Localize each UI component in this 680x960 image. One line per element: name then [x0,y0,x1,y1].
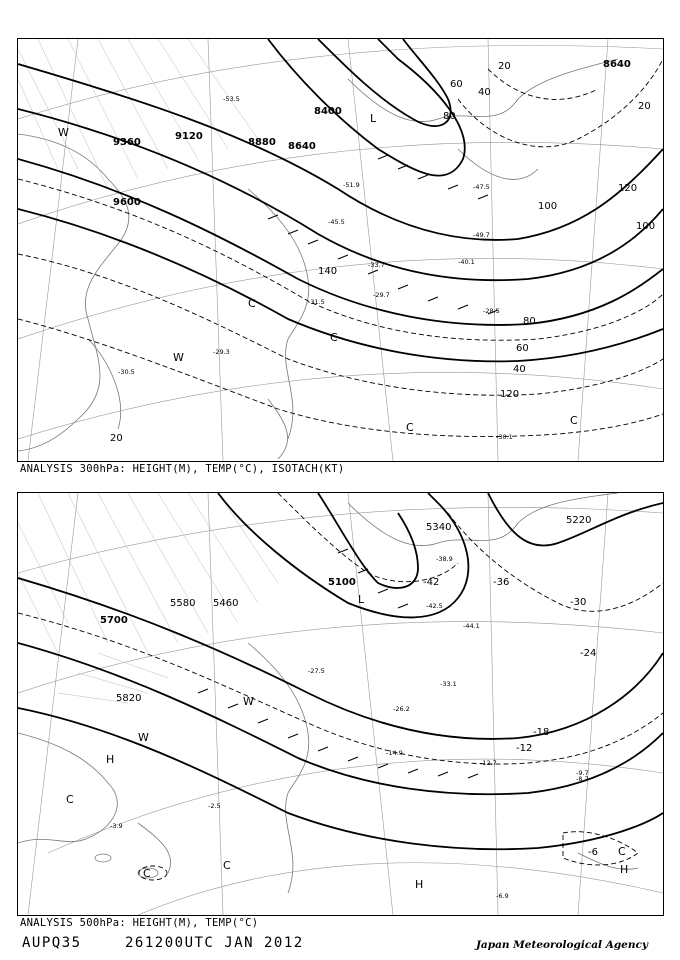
warm-marker: W [173,351,184,364]
height-label: 8880 [248,137,276,148]
height-label: 5820 [116,693,142,704]
isotach-label: 120 [500,389,520,400]
coastlines [18,493,638,893]
station-temp: -8.7 [576,775,589,783]
station-temp: -6.9 [496,892,509,900]
height-label: 8400 [314,106,342,117]
isotach-label: 100 [636,221,656,232]
cold-marker: C [406,421,414,434]
cold-marker: C [570,414,578,427]
temp-label: -53.5 [223,95,240,103]
isotach-label: 40 [478,87,491,98]
cold-marker: C [66,793,74,806]
temp-label: -30.1 [496,433,513,441]
high-pressure-marker: H [415,878,424,891]
map-panel-500hpa [17,492,664,916]
hatched-region [18,39,258,189]
height-label: 5340 [426,522,452,533]
height-label: 5580 [170,598,196,609]
temp-contour-label: -12 [516,743,533,754]
cold-marker: C [143,867,151,880]
temp-contour-label: -36 [493,577,510,588]
temp-contour-label: -42 [423,577,440,588]
isotach-label: 140 [318,266,338,277]
map-300hpa-svg [18,39,663,461]
low-pressure-marker: L [370,112,377,125]
temp-contour-label: -18 [533,727,550,738]
graticule [18,39,663,461]
station-temp: -3.9 [110,822,123,830]
station-temp: -12.7 [480,759,497,767]
high-pressure-marker: H [106,753,115,766]
temp-contour-label: -24 [580,648,597,659]
height-label: 9120 [175,131,203,142]
isotach-label: 120 [618,183,638,194]
cold-marker: C [248,297,256,310]
station-temp: -38.9 [436,555,453,563]
temp-label: -49.7 [473,231,490,239]
height-label: 9360 [113,137,141,148]
map-panel-300hpa [17,38,664,462]
caption-500hpa: ANALYSIS 500hPa: HEIGHT(M), TEMP(°C) [20,917,259,929]
temp-label: -51.9 [343,181,360,189]
isotach-label: 40 [513,364,526,375]
temp-label: -29.3 [213,348,230,356]
isotach-label: 100 [538,201,558,212]
station-temp: -9.7 [576,769,589,777]
station-temp: -27.5 [308,667,325,675]
temp-label: -31.5 [308,298,325,306]
station-temp: -33.1 [440,680,457,688]
height-label: 8640 [288,141,316,152]
temp-label: -30.5 [118,368,135,376]
isotach-label: 20 [498,61,511,72]
temp-label: -40.1 [458,258,475,266]
graticule [18,493,663,915]
height-contours [18,493,663,849]
temp-label: -45.5 [328,218,345,226]
station-temp: -26.2 [393,705,410,713]
station-temp: -44.1 [463,622,480,630]
isotach-label: 60 [450,79,463,90]
temp-label: -28.5 [483,307,500,315]
height-label: 5460 [213,598,239,609]
temp-contour-label: -30 [570,597,587,608]
cold-marker: C [330,331,338,344]
warm-marker: W [243,695,254,708]
caption-300hpa: ANALYSIS 300hPa: HEIGHT(M), TEMP(°C), ISOTACH(KT) [20,463,345,475]
height-label: 8640 [603,59,631,70]
isotach-label: 60 [516,343,529,354]
isotach-label: 80 [443,111,456,122]
height-label: 5100 [328,577,356,588]
isotach-label: 20 [110,433,123,444]
height-label: 9600 [113,197,141,208]
temp-label: -47.5 [473,183,490,191]
warm-marker: W [138,731,149,744]
valid-time: 261200UTC JAN 2012 [125,935,304,951]
warm-marker: W [58,126,69,139]
cold-marker: C [223,859,231,872]
low-pressure-marker: L [358,593,365,606]
map-500hpa-svg [18,493,663,915]
station-temp: -2.5 [208,802,221,810]
height-label: 5700 [100,615,128,626]
isotach-label: 80 [523,316,536,327]
high-pressure-marker: H [620,863,629,876]
temp-contour-label: -6 [588,847,598,858]
temp-label: -29.7 [373,291,390,299]
height-label: 5220 [566,515,592,526]
cold-marker: C [618,845,626,858]
station-temp: -42.5 [426,602,443,610]
chart-id: AUPQ35 [22,935,82,951]
agency-name: Japan Meteorological Agency [475,939,648,951]
station-temp: -14.9 [386,749,403,757]
isotach-label: 20 [638,101,651,112]
temp-label: -33.7 [368,261,385,269]
